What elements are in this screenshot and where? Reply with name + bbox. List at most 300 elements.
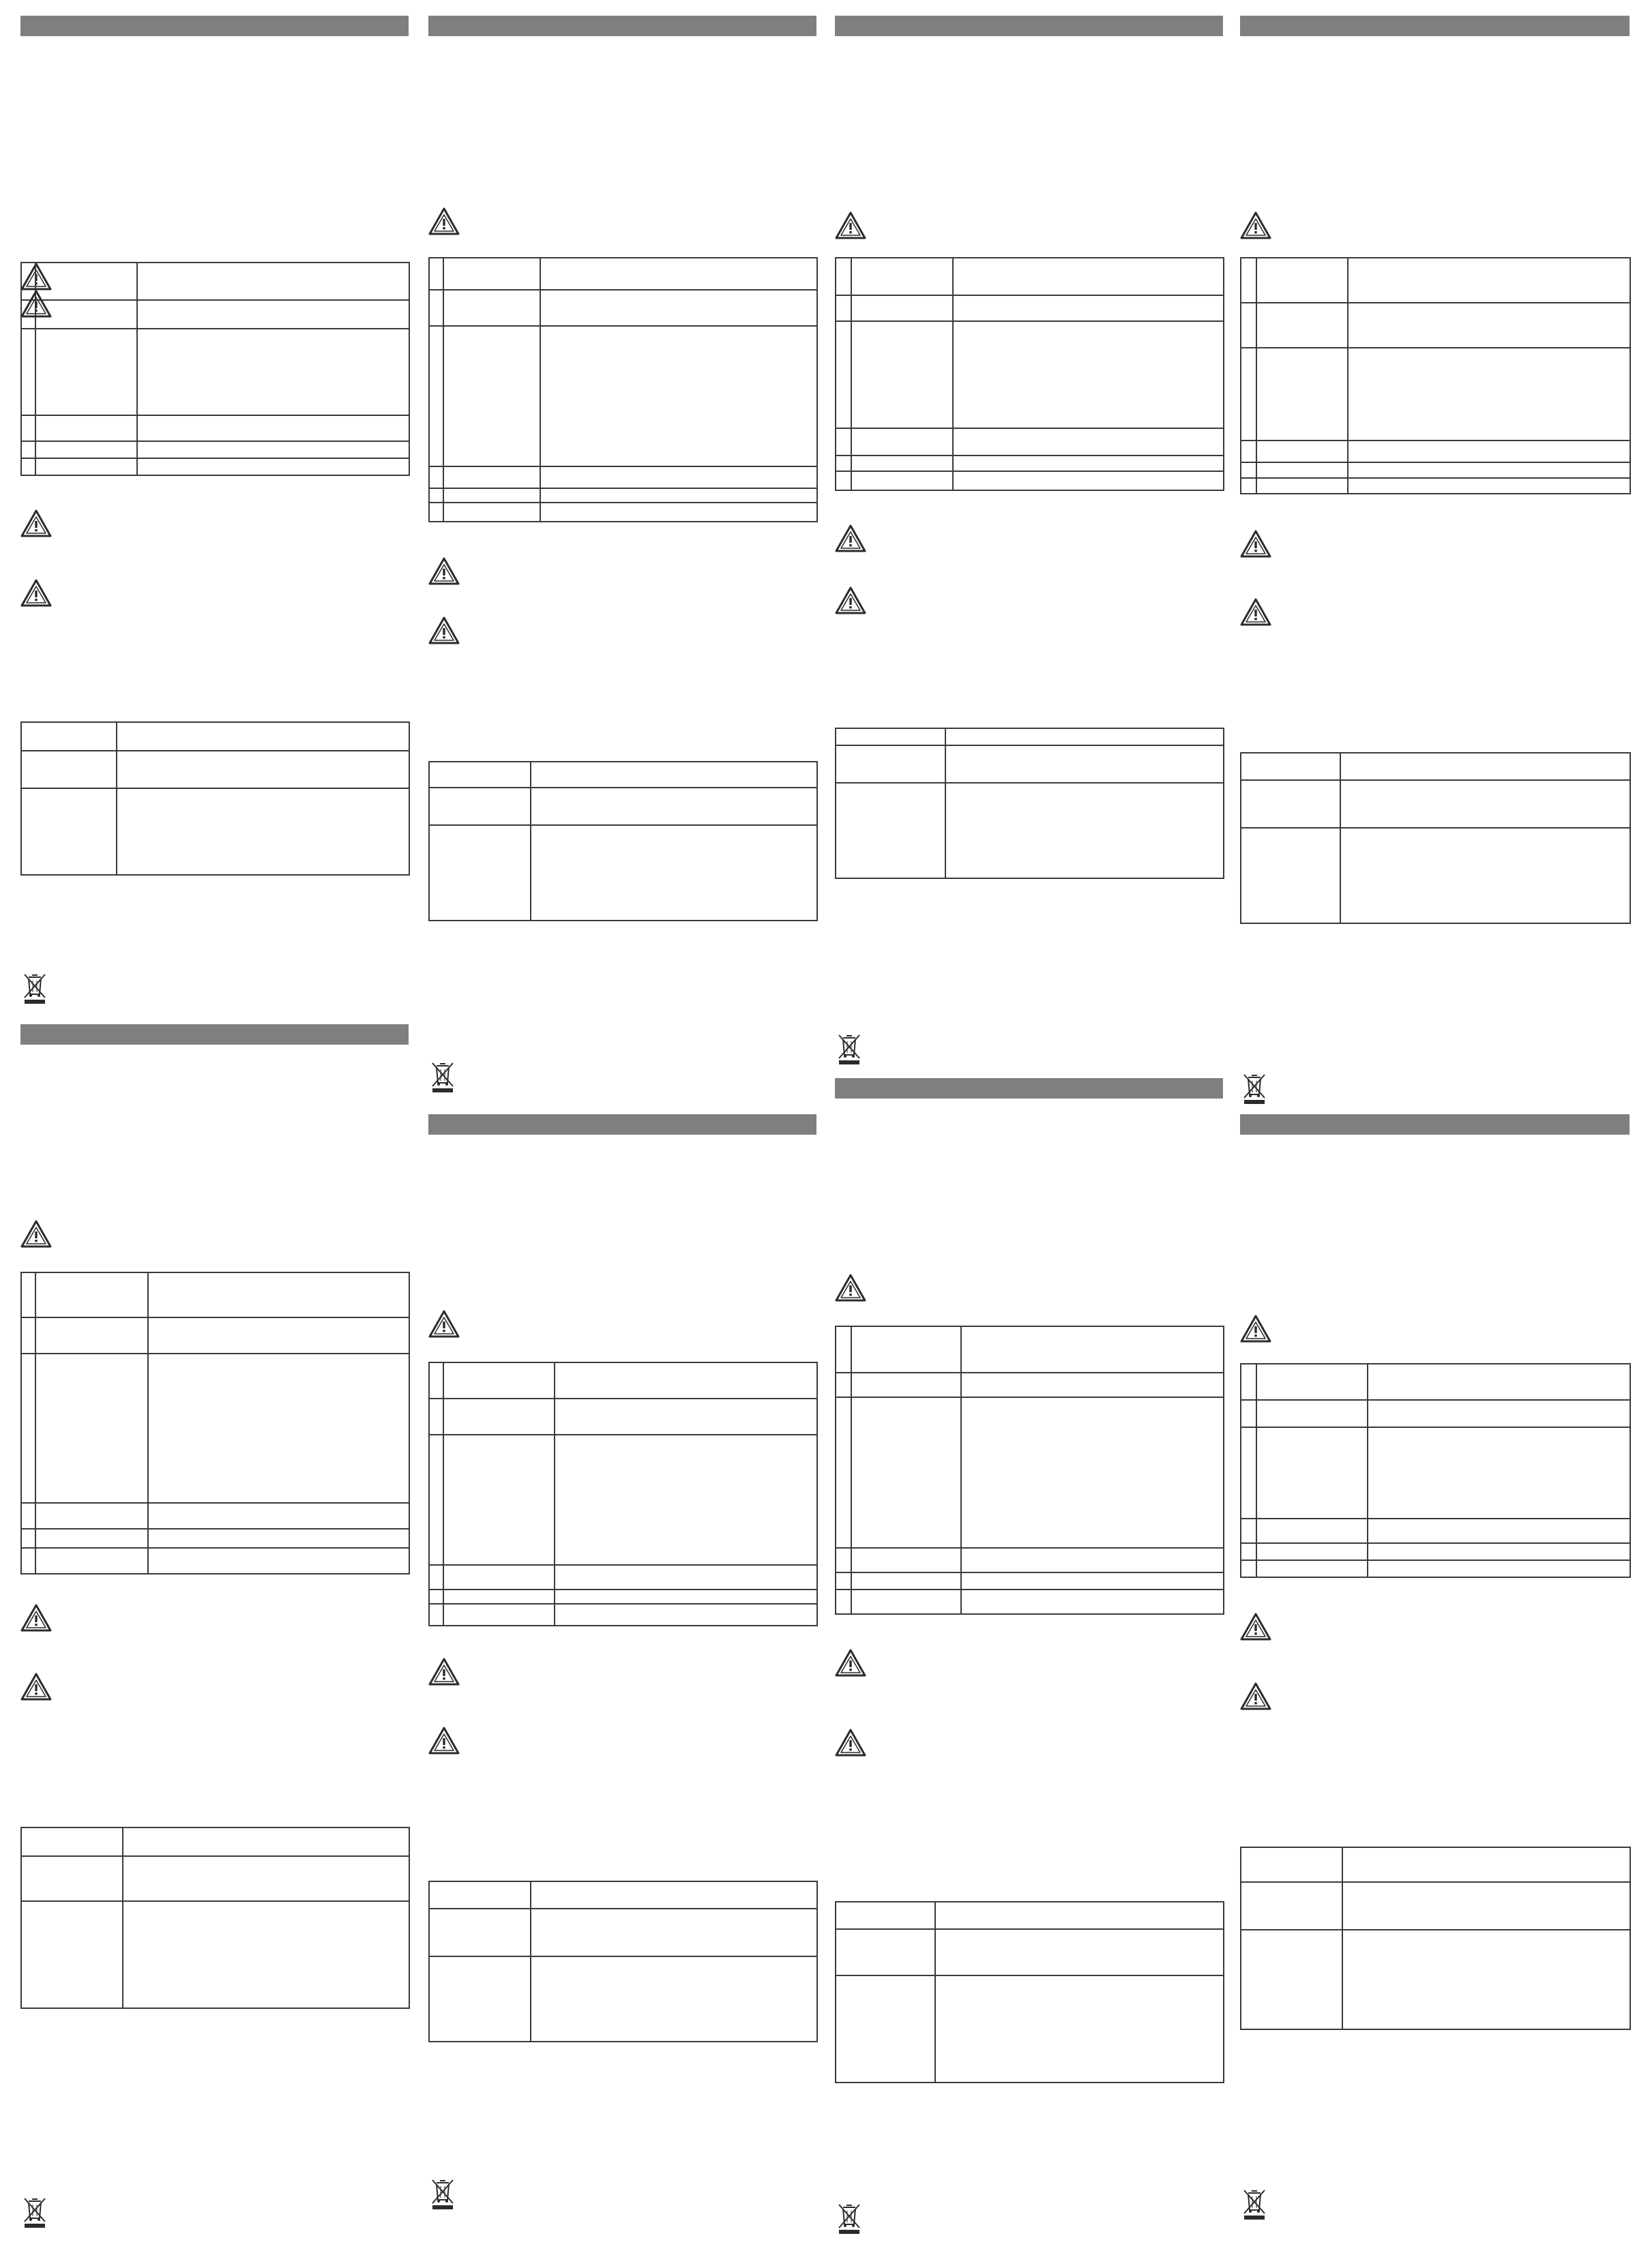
- table-cell: [21, 1354, 35, 1503]
- specification-table: [835, 257, 1224, 491]
- table-cell: [137, 415, 409, 441]
- table-cell: [1340, 780, 1630, 828]
- table-cell: [35, 1503, 148, 1529]
- table-cell: [429, 326, 443, 466]
- table-cell: [35, 1272, 148, 1317]
- table-cell: [540, 488, 817, 503]
- language-section-4: [428, 1114, 816, 2228]
- table-cell: [443, 1399, 555, 1435]
- table-cell: [1256, 478, 1348, 494]
- table-cell: [137, 263, 409, 300]
- table-cell: [148, 1317, 409, 1354]
- table-row: [1241, 348, 1630, 441]
- section-header-bar: [428, 1114, 816, 1135]
- table-cell: [429, 1604, 443, 1626]
- table-cell: [836, 1397, 851, 1548]
- table-cell: [836, 428, 851, 456]
- table-cell: [123, 1827, 409, 1856]
- table-cell: [555, 1362, 817, 1399]
- table-cell: [836, 1590, 851, 1614]
- table-row: [21, 1827, 409, 1856]
- table-cell: [148, 1272, 409, 1317]
- language-section-8: [1240, 1114, 1630, 2231]
- section-header-bar: [835, 1078, 1223, 1099]
- table-cell: [21, 1529, 35, 1548]
- table-cell: [429, 466, 443, 488]
- table-cell: [1348, 348, 1630, 441]
- table-row: [1241, 303, 1630, 348]
- table-cell: [836, 1929, 935, 1975]
- table-cell: [851, 321, 953, 428]
- table-row: [836, 783, 1224, 878]
- language-section-2: [20, 1024, 409, 2225]
- table-cell: [1256, 1427, 1368, 1519]
- table-row: [429, 488, 817, 503]
- troubleshooting-table: [428, 1881, 818, 2042]
- table-cell: [540, 258, 817, 290]
- table-cell: [961, 1326, 1224, 1373]
- table-cell: [21, 441, 35, 458]
- specification-table: [20, 1272, 410, 1575]
- table-cell: [1256, 441, 1348, 462]
- table-cell: [1241, 753, 1340, 780]
- warning-triangle-icon: [1240, 597, 1271, 626]
- troubleshooting-table: [20, 1827, 410, 2009]
- table-row: [1241, 828, 1630, 923]
- table-cell: [1256, 1560, 1368, 1577]
- table-cell: [21, 1856, 123, 1901]
- table-cell: [836, 321, 851, 428]
- warning-triangle-icon: [835, 524, 866, 552]
- table-cell: [117, 751, 409, 788]
- table-cell: [21, 329, 35, 415]
- table-row: [21, 415, 409, 441]
- table-cell: [117, 722, 409, 751]
- table-cell: [836, 1373, 851, 1397]
- table-cell: [935, 1975, 1224, 2083]
- table-row: [836, 1373, 1224, 1397]
- warning-triangle-icon: [428, 556, 460, 585]
- table-cell: [851, 1548, 961, 1572]
- section-header-bar: [835, 16, 1223, 36]
- table-cell: [429, 1399, 443, 1435]
- table-cell: [1342, 1847, 1630, 1882]
- specification-table: [1240, 257, 1631, 494]
- table-cell: [1256, 348, 1348, 441]
- table-cell: [945, 783, 1224, 878]
- table-cell: [443, 503, 540, 522]
- table-cell: [137, 300, 409, 329]
- table-cell: [531, 788, 817, 825]
- table-row: [836, 1572, 1224, 1590]
- table-row: [21, 722, 409, 751]
- table-cell: [555, 1604, 817, 1626]
- table-cell: [137, 441, 409, 458]
- table-cell: [21, 1503, 35, 1529]
- table-cell: [443, 1362, 555, 1399]
- table-row: [836, 471, 1224, 490]
- table-cell: [836, 728, 945, 745]
- table-row: [1241, 258, 1630, 303]
- table-cell: [1368, 1519, 1630, 1543]
- table-cell: [443, 488, 540, 503]
- table-cell: [540, 290, 817, 326]
- table-row: [1241, 1560, 1630, 1577]
- table-cell: [1241, 478, 1256, 494]
- table-row: [21, 1529, 409, 1548]
- table-row: [1241, 441, 1630, 462]
- table-row: [21, 441, 409, 458]
- warning-triangle-icon: [20, 289, 52, 318]
- table-cell: [961, 1397, 1224, 1548]
- table-cell: [35, 441, 137, 458]
- table-cell: [35, 1529, 148, 1548]
- table-row: [429, 326, 817, 466]
- table-row: [21, 300, 409, 329]
- table-cell: [35, 458, 137, 475]
- table-cell: [851, 1590, 961, 1614]
- table-row: [429, 1604, 817, 1626]
- table-cell: [961, 1590, 1224, 1614]
- table-cell: [851, 258, 953, 295]
- table-row: [429, 1565, 817, 1590]
- table-row: [429, 1590, 817, 1604]
- table-cell: [21, 788, 117, 875]
- table-cell: [851, 1326, 961, 1373]
- table-cell: [531, 1909, 817, 1956]
- table-row: [1241, 1882, 1630, 1930]
- table-cell: [961, 1572, 1224, 1590]
- table-cell: [851, 471, 953, 490]
- table-cell: [1256, 1400, 1368, 1427]
- warning-triangle-icon: [835, 1648, 866, 1677]
- table-row: [429, 258, 817, 290]
- table-cell: [851, 1572, 961, 1590]
- table-cell: [429, 1590, 443, 1604]
- table-cell: [117, 788, 409, 875]
- table-cell: [123, 1856, 409, 1901]
- table-cell: [1340, 828, 1630, 923]
- table-cell: [1241, 780, 1340, 828]
- table-cell: [851, 295, 953, 321]
- table-row: [836, 1902, 1224, 1929]
- specification-table: [835, 1326, 1224, 1615]
- table-cell: [531, 1881, 817, 1909]
- table-cell: [1241, 1400, 1256, 1427]
- table-cell: [429, 258, 443, 290]
- table-row: [836, 321, 1224, 428]
- specification-table: [1240, 1363, 1631, 1578]
- table-cell: [443, 326, 540, 466]
- table-row: [429, 503, 817, 522]
- language-section-6: [835, 1078, 1223, 2235]
- table-row: [1241, 1543, 1630, 1560]
- table-row: [429, 466, 817, 488]
- table-cell: [21, 458, 35, 475]
- table-cell: [21, 1272, 35, 1317]
- table-cell: [35, 1354, 148, 1503]
- table-cell: [429, 1435, 443, 1565]
- table-cell: [1241, 1427, 1256, 1519]
- crossed-out-bin-icon: [428, 2177, 457, 2210]
- table-cell: [1348, 478, 1630, 494]
- warning-triangle-icon: [835, 586, 866, 614]
- crossed-out-bin-icon: [428, 1060, 457, 1093]
- table-row: [836, 258, 1224, 295]
- table-row: [836, 1590, 1224, 1614]
- table-cell: [443, 258, 540, 290]
- table-cell: [555, 1435, 817, 1565]
- crossed-out-bin-icon: [835, 2202, 864, 2235]
- table-row: [429, 1362, 817, 1399]
- table-cell: [21, 415, 35, 441]
- table-cell: [443, 1565, 555, 1590]
- table-row: [21, 1856, 409, 1901]
- table-row: [21, 263, 409, 300]
- table-cell: [443, 1604, 555, 1626]
- table-cell: [429, 1362, 443, 1399]
- table-cell: [836, 745, 945, 783]
- warning-triangle-icon: [20, 1603, 52, 1632]
- table-row: [429, 1909, 817, 1956]
- section-header-bar: [1240, 1114, 1630, 1135]
- table-cell: [429, 290, 443, 326]
- table-cell: [35, 1317, 148, 1354]
- table-row: [1241, 478, 1630, 494]
- crossed-out-bin-icon: [20, 2196, 49, 2228]
- table-row: [21, 751, 409, 788]
- table-cell: [953, 471, 1224, 490]
- table-cell: [429, 762, 531, 788]
- troubleshooting-table: [428, 761, 818, 921]
- troubleshooting-table: [835, 728, 1224, 879]
- table-cell: [953, 428, 1224, 456]
- table-row: [836, 1326, 1224, 1373]
- table-cell: [851, 1397, 961, 1548]
- table-cell: [1241, 1882, 1342, 1930]
- warning-triangle-icon: [1240, 211, 1271, 239]
- table-cell: [21, 722, 117, 751]
- table-cell: [1368, 1400, 1630, 1427]
- table-row: [429, 290, 817, 326]
- table-cell: [1368, 1543, 1630, 1560]
- specification-table: [428, 1362, 818, 1626]
- table-cell: [1241, 462, 1256, 478]
- table-cell: [1348, 441, 1630, 462]
- table-row: [1241, 1427, 1630, 1519]
- crossed-out-bin-icon: [20, 972, 49, 1004]
- language-section-1: [20, 16, 409, 1014]
- table-row: [1241, 1519, 1630, 1543]
- section-header-bar: [20, 16, 409, 36]
- crossed-out-bin-icon: [835, 1032, 864, 1065]
- table-cell: [429, 503, 443, 522]
- table-cell: [1340, 753, 1630, 780]
- table-cell: [836, 783, 945, 878]
- troubleshooting-table: [1240, 752, 1631, 924]
- warning-triangle-icon: [1240, 529, 1271, 558]
- table-row: [21, 458, 409, 475]
- table-row: [21, 1317, 409, 1354]
- warning-triangle-icon: [835, 1273, 866, 1302]
- table-row: [429, 1956, 817, 2042]
- table-cell: [21, 1317, 35, 1354]
- table-cell: [429, 488, 443, 503]
- specification-table: [20, 262, 410, 476]
- table-cell: [836, 1326, 851, 1373]
- table-row: [1241, 753, 1630, 780]
- table-cell: [443, 1435, 555, 1565]
- table-cell: [148, 1354, 409, 1503]
- table-cell: [836, 456, 851, 471]
- table-row: [1241, 1364, 1630, 1400]
- table-row: [429, 762, 817, 788]
- warning-triangle-icon: [20, 578, 52, 607]
- table-cell: [1348, 303, 1630, 348]
- table-row: [836, 745, 1224, 783]
- table-cell: [35, 1548, 148, 1574]
- troubleshooting-table: [1240, 1847, 1631, 2030]
- table-row: [429, 1881, 817, 1909]
- section-header-bar: [428, 16, 816, 36]
- table-cell: [540, 466, 817, 488]
- table-row: [21, 1354, 409, 1503]
- table-cell: [555, 1399, 817, 1435]
- table-row: [836, 456, 1224, 471]
- language-section-3: [428, 16, 816, 1101]
- warning-triangle-icon: [20, 1672, 52, 1701]
- crossed-out-bin-icon: [1240, 1072, 1269, 1105]
- table-cell: [429, 1909, 531, 1956]
- table-row: [836, 1397, 1224, 1548]
- table-cell: [945, 745, 1224, 783]
- table-row: [429, 825, 817, 921]
- table-cell: [1241, 258, 1256, 303]
- table-cell: [1241, 828, 1340, 923]
- table-row: [429, 1399, 817, 1435]
- table-row: [836, 1975, 1224, 2083]
- table-row: [21, 1548, 409, 1574]
- table-cell: [1256, 258, 1348, 303]
- table-cell: [1241, 348, 1256, 441]
- table-cell: [851, 428, 953, 456]
- table-cell: [1241, 1560, 1256, 1577]
- table-row: [836, 428, 1224, 456]
- table-cell: [1348, 258, 1630, 303]
- table-cell: [1256, 462, 1348, 478]
- table-cell: [851, 456, 953, 471]
- table-row: [1241, 780, 1630, 828]
- troubleshooting-table: [20, 721, 410, 876]
- warning-triangle-icon: [835, 211, 866, 239]
- table-cell: [961, 1373, 1224, 1397]
- table-cell: [429, 788, 531, 825]
- table-cell: [1256, 303, 1348, 348]
- table-cell: [953, 295, 1224, 321]
- table-cell: [1348, 462, 1630, 478]
- table-cell: [953, 258, 1224, 295]
- table-row: [1241, 1930, 1630, 2029]
- table-cell: [35, 415, 137, 441]
- table-cell: [1256, 1543, 1368, 1560]
- table-row: [1241, 1847, 1630, 1882]
- table-cell: [1241, 1543, 1256, 1560]
- table-cell: [1241, 1364, 1256, 1400]
- table-cell: [836, 258, 851, 295]
- table-row: [21, 1272, 409, 1317]
- warning-triangle-icon: [428, 616, 460, 644]
- table-cell: [836, 295, 851, 321]
- table-cell: [540, 503, 817, 522]
- table-row: [836, 295, 1224, 321]
- table-cell: [148, 1548, 409, 1574]
- table-cell: [540, 326, 817, 466]
- table-cell: [35, 329, 137, 415]
- table-cell: [945, 728, 1224, 745]
- warning-triangle-icon: [20, 509, 52, 537]
- warning-triangle-icon: [1240, 1612, 1271, 1641]
- warning-triangle-icon: [428, 1657, 460, 1686]
- table-cell: [1368, 1364, 1630, 1400]
- table-cell: [1342, 1882, 1630, 1930]
- table-cell: [531, 762, 817, 788]
- table-cell: [935, 1902, 1224, 1929]
- table-cell: [429, 825, 531, 921]
- table-cell: [531, 825, 817, 921]
- table-cell: [21, 1827, 123, 1856]
- table-cell: [137, 458, 409, 475]
- troubleshooting-table: [835, 1901, 1224, 2083]
- table-cell: [429, 1956, 531, 2042]
- warning-triangle-icon: [428, 207, 460, 235]
- table-cell: [1241, 441, 1256, 462]
- table-cell: [1241, 1847, 1342, 1882]
- table-cell: [851, 1373, 961, 1397]
- section-header-bar: [20, 1024, 409, 1045]
- table-cell: [443, 466, 540, 488]
- table-cell: [429, 1881, 531, 1909]
- table-cell: [555, 1565, 817, 1590]
- table-cell: [836, 1902, 935, 1929]
- table-cell: [1342, 1930, 1630, 2029]
- table-cell: [123, 1901, 409, 2008]
- warning-triangle-icon: [20, 1219, 52, 1248]
- table-row: [429, 1435, 817, 1565]
- warning-triangle-icon: [1240, 1314, 1271, 1343]
- table-cell: [21, 1548, 35, 1574]
- table-cell: [443, 290, 540, 326]
- table-row: [21, 788, 409, 875]
- language-section-5: [835, 16, 1223, 1072]
- table-cell: [555, 1590, 817, 1604]
- table-cell: [21, 751, 117, 788]
- table-row: [836, 728, 1224, 745]
- warning-triangle-icon: [428, 1309, 460, 1338]
- table-row: [21, 1901, 409, 2008]
- table-row: [836, 1929, 1224, 1975]
- table-row: [1241, 1400, 1630, 1427]
- table-row: [21, 1503, 409, 1529]
- table-cell: [836, 1548, 851, 1572]
- table-cell: [836, 1572, 851, 1590]
- table-cell: [531, 1956, 817, 2042]
- table-cell: [148, 1529, 409, 1548]
- language-section-7: [1240, 16, 1630, 1101]
- table-cell: [1368, 1427, 1630, 1519]
- table-row: [21, 329, 409, 415]
- table-cell: [443, 1590, 555, 1604]
- table-cell: [137, 329, 409, 415]
